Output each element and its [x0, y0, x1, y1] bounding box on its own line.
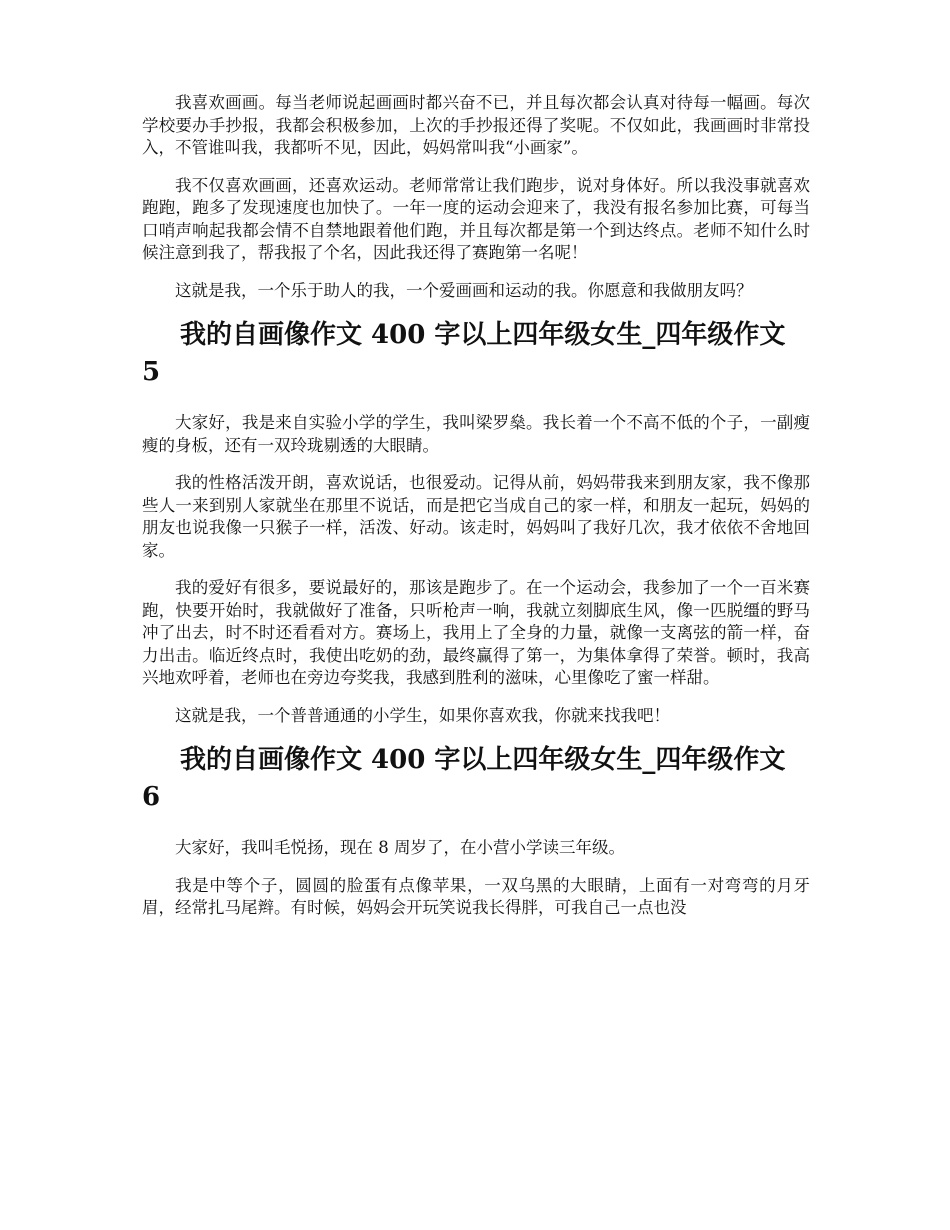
paragraph: 大家好，我叫毛悦扬，现在 8 周岁了，在小营小学读三年级。 [175, 838, 625, 857]
section-heading: 我的自画像作文 400 字以上四年级女生_四年级作文 5 [142, 320, 786, 387]
paragraph: 大家好，我是来自实验小学的学生，我叫梁罗燊。我长着一个不高不低的个子，一副瘦瘦的身板，还有一双玲珑剔透的大眼睛。 [142, 413, 810, 455]
paragraph: 这就是我，一个乐于助人的我，一个爱画画和运动的我。你愿意和我做朋友吗？ [175, 280, 753, 300]
section-heading: 我的自画像作文 400 字以上四年级女生_四年级作文 6 [142, 745, 786, 812]
paragraph: 这就是我，一个普普通通的小学生，如果你喜欢我，你就来找我吧！ [175, 705, 670, 725]
paragraph: 我的爱好有很多，要说最好的，那该是跑步了。在一个运动会，我参加了一个一百米赛跑，快要开始时，我就做好了准备，只听枪声一响，我就立刻脚底生风，像一匹脱缰的野马冲了出去，时不时还看看对方。赛场上，我用上了全身的力量，就像一支离弦的箭一样，奋力出击。临近终点时，我使出吃奶的劲，最终赢得了第一，为集体拿得了荣誉。顿时，我高兴地欢呼着，老师也在旁边夸奖我，我感到胜利的滋味，心里像吃了蜜一样甜。 [142, 578, 810, 687]
paragraph: 我喜欢画画。每当老师说起画画时都兴奋不已，并且每次都会认真对待每一幅画。每次学校要办手抄报，我都会积极参加，上次的手抄报还得了奖呢。不仅如此，我画画时非常投入，不管谁叫我，我都听不见，因此，妈妈常叫我“小画家”。 [142, 93, 810, 157]
paragraph: 我的性格活泼开朗，喜欢说话，也很爱动。记得从前，妈妈带我来到朋友家，我不像那些人一来到别人家就坐在那里不说话，而是把它当成自己的家一样，和朋友一起玩，妈妈的朋友也说我像一只猴子一样，活泼、好动。该走时，妈妈叫了我好几次，我才依依不舍地回家。 [142, 473, 810, 560]
paragraph: 我不仅喜欢画画，还喜欢运动。老师常常让我们跑步，说对身体好。所以我没事就喜欢跑跑，跑多了发现速度也加快了。一年一度的运动会迎来了，我没有报名参加比赛，可每当口哨声响起我都会情不自禁地跟着他们跑，并且每次都是第一个到达终点。老师不知什么时候注意到我了，帮我报了个名，因此我还得了赛跑第一名呢！ [142, 175, 810, 262]
document-page [142, 92, 810, 935]
paragraph: 我是中等个子，圆圆的脸蛋有点像苹果，一双乌黑的大眼睛，上面有一对弯弯的月牙眉，经常扎马尾辫。有时候，妈妈会开玩笑说我长得胖，可我自己一点也没 [142, 875, 810, 917]
